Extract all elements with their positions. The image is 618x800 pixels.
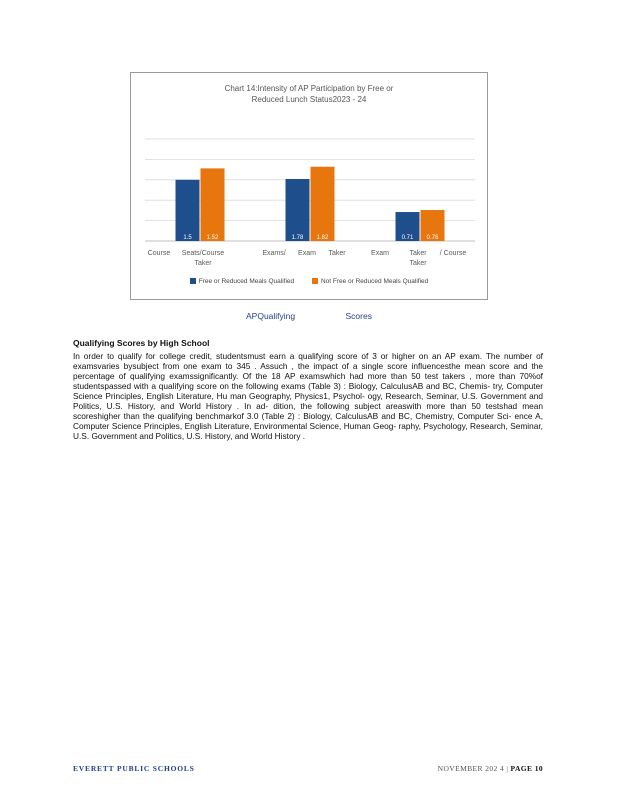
bar-chart	[131, 73, 487, 299]
chart-title-line-1: Chart 14:Intensity of AP Participation by Free or	[224, 84, 394, 93]
page-footer	[73, 764, 543, 778]
x-tick-label: / Course	[439, 250, 467, 257]
x-tick-label: Taker	[409, 250, 427, 257]
legend-label-series1: Free or Reduced Meals Qualified	[198, 278, 295, 285]
x-tick-label: Seats/Course	[181, 250, 225, 257]
data-label: 1.78	[291, 235, 304, 241]
legend-swatch-series2	[312, 278, 318, 284]
legend-label-series2: Not Free or Reduced Meals Qualified	[320, 278, 429, 285]
footer-district-name: EVERETT PUBLIC SCHOOLS	[73, 764, 195, 773]
chart-legend	[131, 278, 487, 285]
footer-date: NOVEMBER 202 4 |	[437, 764, 511, 773]
footer-date-page	[438, 764, 543, 773]
data-label: 1.82	[316, 235, 329, 241]
x-tick-label: Taker	[409, 260, 427, 267]
section-heading: Qualifying Scores by High School	[73, 338, 210, 348]
chart-title-line-2: Reduced Lunch Status2023 - 24	[251, 95, 367, 104]
x-tick-label: Taker	[328, 250, 346, 257]
footer-page-number: PAGE 10	[510, 764, 543, 773]
data-label: 0.71	[401, 235, 414, 241]
bar-2-cat-2	[311, 167, 335, 241]
x-tick-label: Course	[147, 250, 171, 257]
caption-left: APQualifying	[246, 311, 296, 321]
section-paragraph: In order to qualify for college credit, studentsmust earn a qualifying score of 3 or higher on an AP exam. The number of examsvaries bysubject from one exam to 345 . Assuch , the impact of a single score influencesthe mean score and the percentage of qualifying examssignificantly. Of the 18 AP examswhich had more than 50 test takers , more than 70%of studentspassed with a qualifying score on the following exams (Table 3) : Biology, CalculusAB and BC, Chemis- try, Computer Science Principles, English Literature, Hu man Geography, Physics1, Psychol- ogy, Research, Seminar, U.S. Government and Politics, U.S. History, and World History . In ad- dition, the following subject areaswith more than 50 testshad mean scoreshigher than the qualifying benchmarkof 3.0 (Table 2) : Biology, CalculusAB and BC, Chemistry, Computer Sci- ence A, Computer Science Principles, English Literature, Environmental Science, Human Geog- raphy, Psychology, Research, Seminar, U.S. Government and Politics, U.S. History, and World History .	[73, 351, 543, 441]
x-tick-label: Exams/	[262, 250, 286, 257]
x-tick-label: Taker	[194, 260, 212, 267]
data-label: 1.52	[206, 235, 219, 241]
data-label: 1.5	[183, 235, 192, 241]
x-tick-label: Exam	[298, 250, 316, 257]
caption-right: Scores	[345, 311, 372, 321]
legend-swatch-series1	[190, 278, 196, 284]
chart-figure	[130, 72, 488, 300]
legend-item-series1	[190, 278, 296, 285]
legend-item-series2	[312, 278, 428, 285]
data-label: 0.76	[426, 235, 439, 241]
bar-2-cat-1	[201, 168, 225, 241]
qualifying-scores-section	[73, 338, 543, 441]
bar-1-cat-1	[176, 180, 200, 241]
chart-caption	[0, 311, 618, 321]
x-tick-label: Exam	[371, 250, 389, 257]
bar-1-cat-2	[286, 179, 310, 241]
